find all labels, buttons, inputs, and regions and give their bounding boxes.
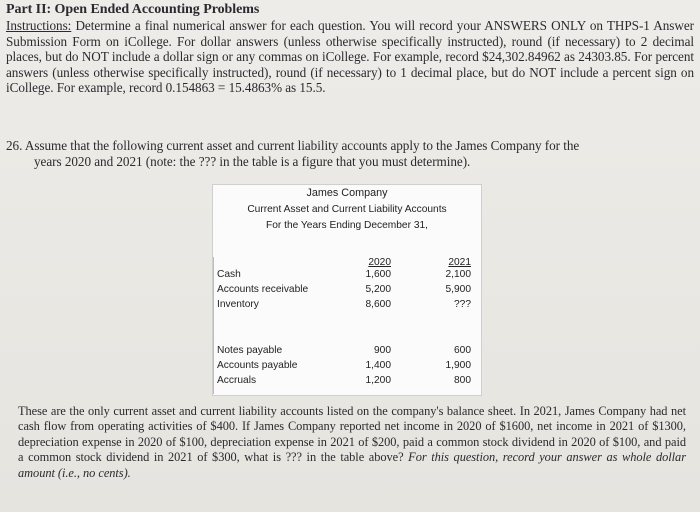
row-label: Notes payable <box>217 345 283 356</box>
row-label: Accruals <box>217 375 257 386</box>
row-value-2020: 1,200 <box>365 375 391 386</box>
part-title: Part II: Open Ended Accounting Problems <box>6 2 260 17</box>
instructions-text: Determine a final numerical answer for each question. You will record your ANSWERS ONLY on THPS-1 Answer Submission Form on iCollege. For dollar answers (unless otherwise specifically instructed), round (if necessary) to 2 decimal places, but do NOT include a dollar sign or any commas on iCollege. For example, record $24,302.84962 as 24303.85. For percent answers (unless otherwise specifically instructed), round (if necessary) to 1 decimal place, but do NOT include a percent sign on iCollege. For example, record 0.154863 = 15.4863% as 15.5. <box>6 18 694 96</box>
row-value-2021: 2,100 <box>445 269 471 280</box>
row-label: Inventory <box>217 299 259 310</box>
closing-text: These are the only current asset and current liability accounts listed on the company's balance sheet. In 2021, James Company had net cash flow from operating activities of $400. If James Company reported net income in 2020 of $1600, net income in 2021 of $1300, depreciation expense in 2020 of $100, depreciation expense in 2021 of $200, paid a common stock dividend in 2020 of $100, and paid a common stock dividend in 2021 of $300, what is ??? in the table above? <box>18 404 686 465</box>
table-row <box>217 299 479 313</box>
row-value-2020: 1,400 <box>365 360 391 371</box>
table-row <box>217 360 479 374</box>
table-row <box>217 284 479 298</box>
table-row <box>217 269 479 283</box>
table-title: James Company <box>306 187 388 199</box>
closing-italic-note: For this question, record your answer as whole dollar amount (i.e., no cents). <box>18 450 686 480</box>
table-row <box>217 345 479 359</box>
row-value-2021: 600 <box>454 345 471 356</box>
row-value-2021: 1,900 <box>445 360 471 371</box>
question-26 <box>6 138 694 169</box>
row-value-2021: 800 <box>454 375 471 386</box>
row-label: Accounts payable <box>217 360 298 371</box>
question-line-2: years 2020 and 2021 (note: the ??? in the table is a figure that you must determine). <box>34 153 471 169</box>
account-table <box>212 184 482 396</box>
closing-paragraph <box>18 404 686 481</box>
table-period: For the Years Ending December 31, <box>266 220 428 231</box>
question-line-1 <box>6 138 694 154</box>
row-value-2021: ??? <box>454 299 471 310</box>
row-value-2020: 8,600 <box>365 299 391 310</box>
question-number: 26. <box>6 138 23 153</box>
instructions-paragraph <box>6 18 694 96</box>
col-header-2020: 2020 <box>368 257 391 268</box>
row-value-2021: 5,900 <box>445 284 471 295</box>
col-header-2021: 2021 <box>448 257 471 268</box>
table-subtitle: Current Asset and Current Liability Accounts <box>247 204 447 215</box>
row-label: Accounts receivable <box>217 284 309 295</box>
row-value-2020: 5,200 <box>365 284 391 295</box>
row-value-2020: 1,600 <box>365 269 391 280</box>
instructions-label: Instructions: <box>6 18 72 33</box>
table-row <box>217 375 479 389</box>
row-label: Cash <box>217 269 241 280</box>
row-value-2020: 900 <box>374 345 391 356</box>
question-text-1: Assume that the following current asset and current liability accounts apply to the James Company for the <box>22 138 580 153</box>
table-body <box>213 257 480 394</box>
